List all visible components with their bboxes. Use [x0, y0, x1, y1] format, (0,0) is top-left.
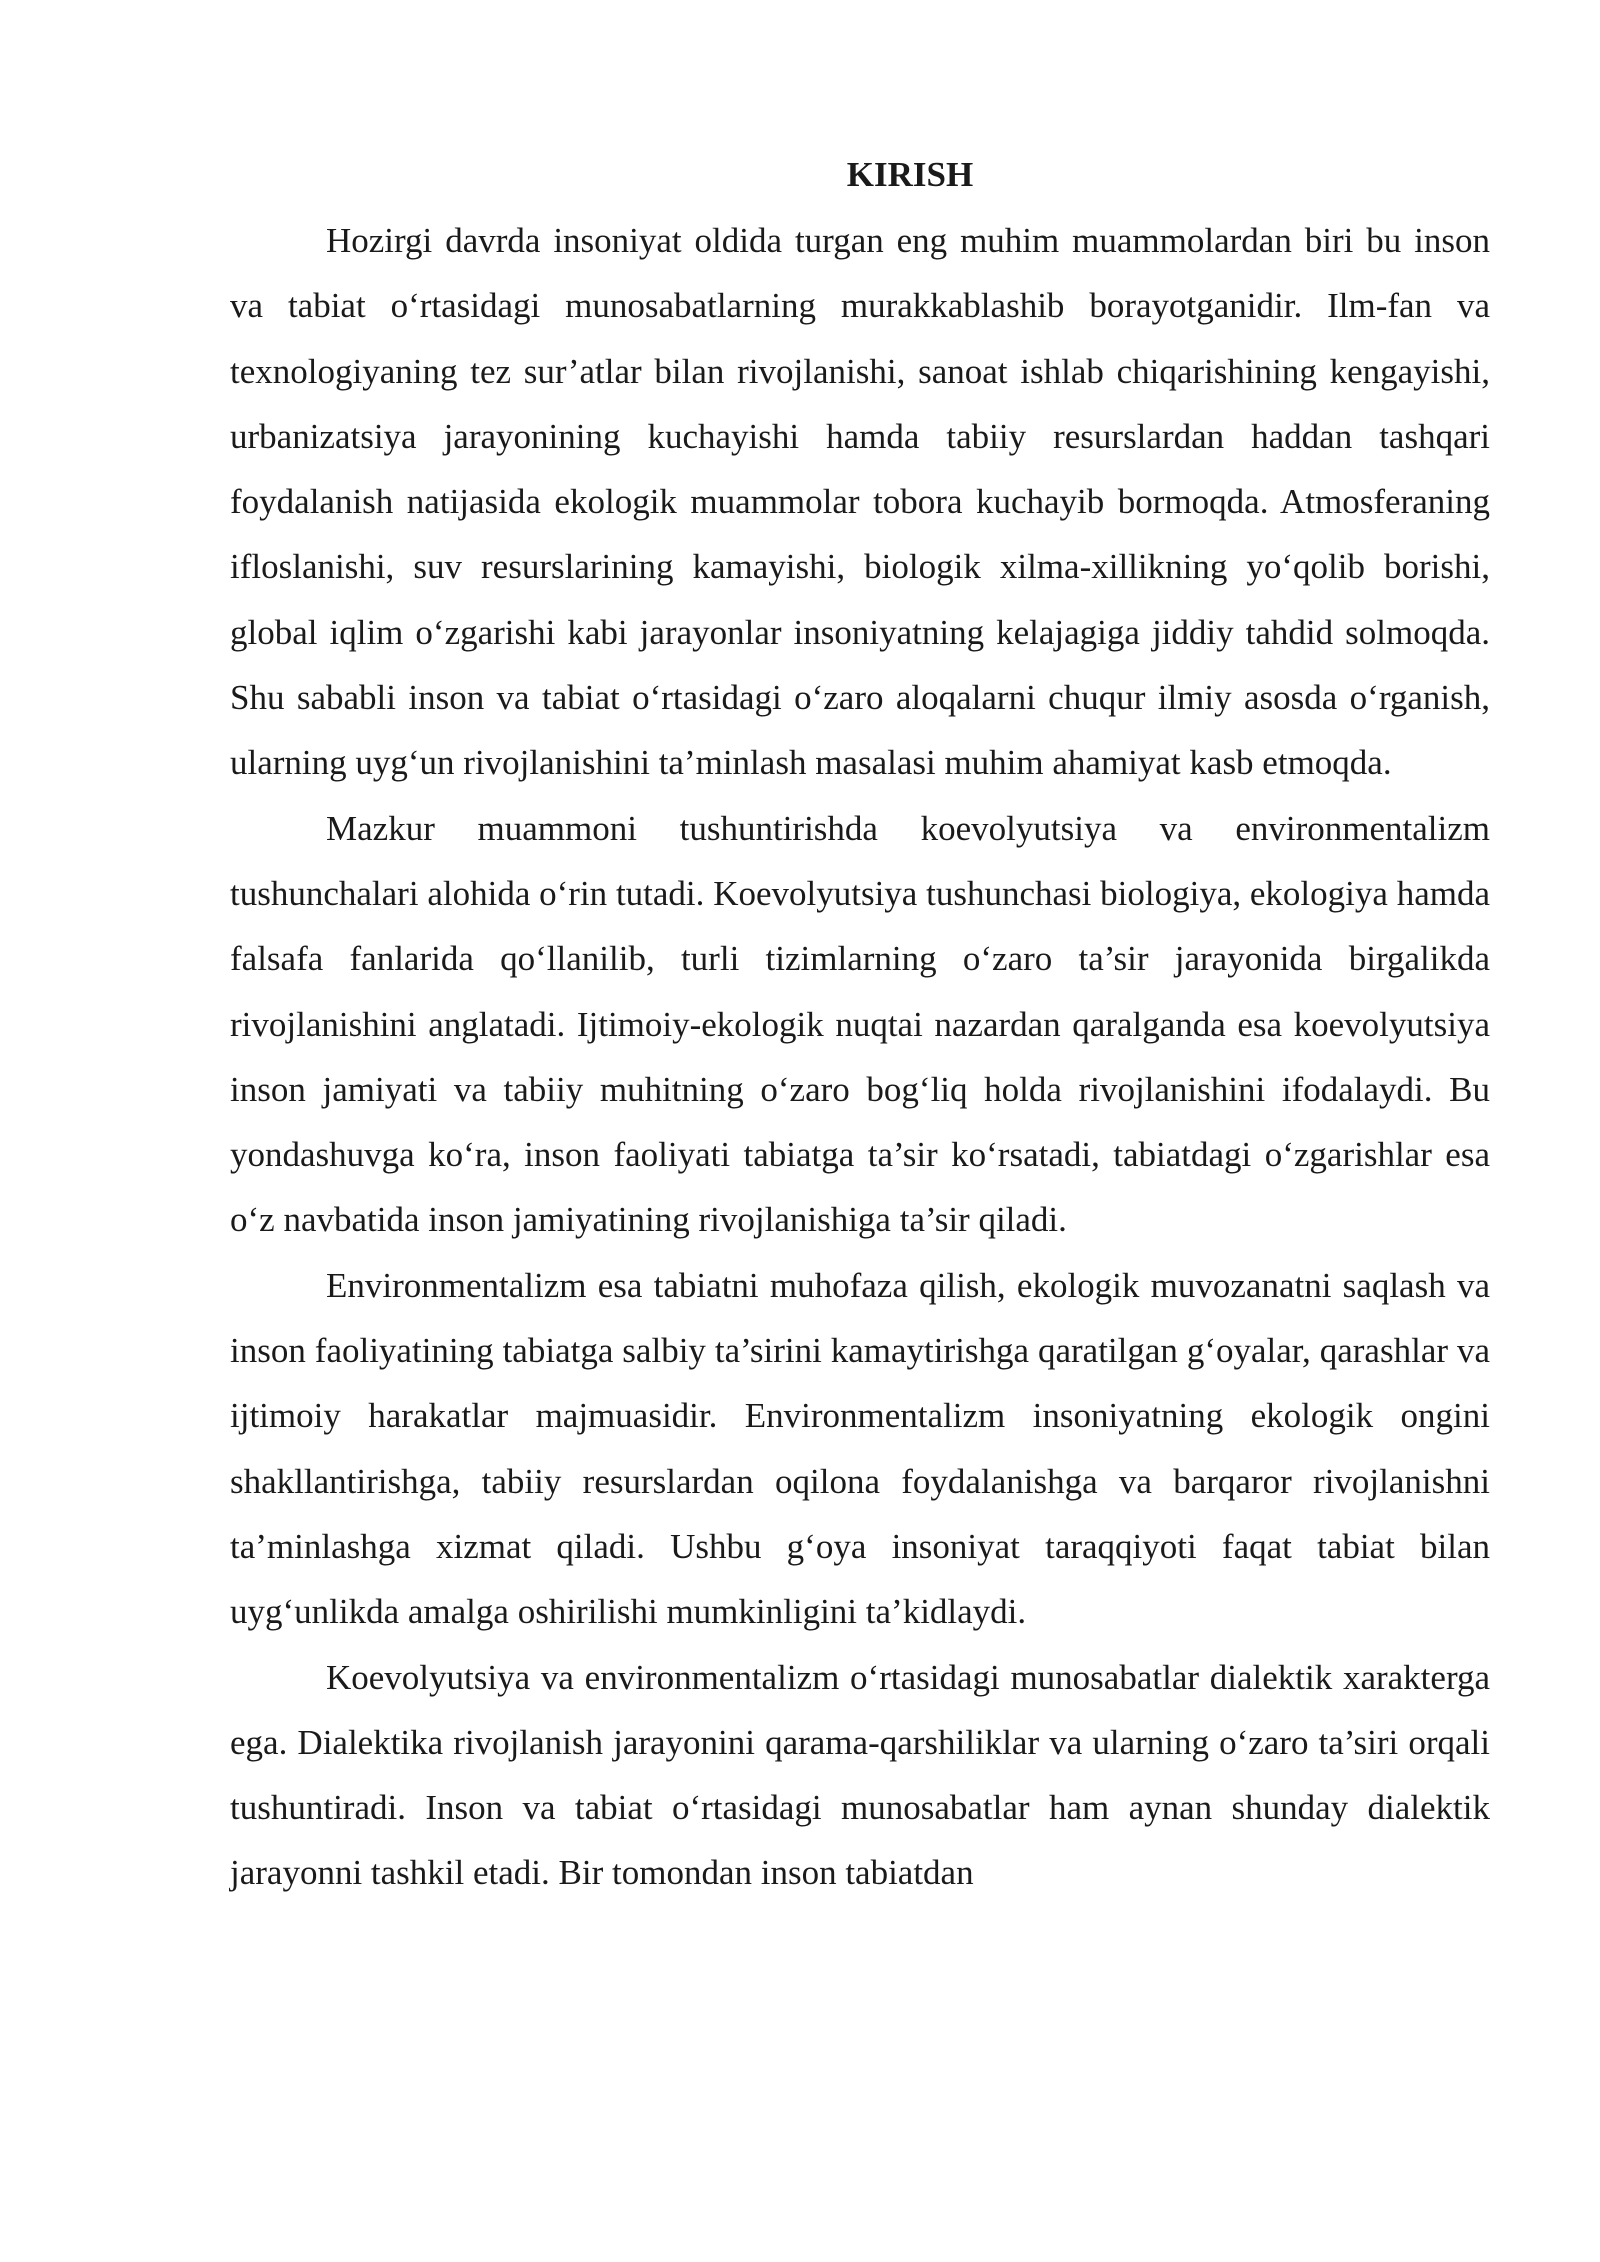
paragraph-1: Hozirgi davrda insoniyat oldida turgan eng muhim muammolardan biri bu inson va tabiat o‘rtasidagi munosabatlarning murakkablashib borayotganidir. Ilm-fan va texnologiyaning tez sur’atlar bilan rivojlanishi, sanoat ishlab chiqarishining kengayishi, urbanizatsiya jarayonining kuchayishi hamda tabiiy resurslardan haddan tashqari foydalanish natijasida ekologik muammolar tobora kuchayib bormoqda. Atmosferaning ifloslanishi, suv resurslarining kamayishi, biologik xilma-xillikning yo‘qolib borishi, global iqlim o‘zgarishi kabi jarayonlar insoniyatning kelajagiga jiddiy tahdid solmoqda. Shu sababli inson va tabiat o‘rtasidagi o‘zaro aloqalarni chuqur ilmiy asosda o‘rganish, ularning uyg‘un rivojlanishini ta’minlash masalasi muhim ahamiyat kasb etmoqda. [230, 221, 1490, 783]
paragraph-4: Koevolyutsiya va environmentalizm o‘rtasidagi munosabatlar dialektik xarakterga ega. Dialektika rivojlanish jarayonini qarama-qarshiliklar va ularning o‘zaro ta’siri orqali tushuntiradi. Inson va tabiat o‘rtasidagi munosabatlar ham aynan shunday dialektik jarayonni tashkil etadi. Bir tomondan inson tabiatdan [230, 1657, 1490, 1893]
paragraph-2: Mazkur muammoni tushuntirishda koevolyutsiya va environmentalizm tushunchalari alohida o‘rin tutadi. Koevolyutsiya tushunchasi biologiya, ekologiya hamda falsafa fanlarida qo‘llanilib, turli tizimlarning o‘zaro ta’sir jarayonida birgalikda rivojlanishini anglatadi. Ijtimoiy-ekologik nuqtai nazardan qaralganda esa koevolyutsiya inson jamiyati va tabiiy muhitning o‘zaro bog‘liq holda rivojlanishini ifodalaydi. Bu yondashuvga ko‘ra, inson faoliyati tabiatga ta’sir ko‘rsatadi, tabiatdagi o‘zgarishlar esa o‘z navbatida inson jamiyatining rivojlanishiga ta’sir qiladi. [230, 808, 1490, 1240]
page-title: KIRISH [846, 155, 974, 194]
paragraph-3: Environmentalizm esa tabiatni muhofaza qilish, ekologik muvozanatni saqlash va inson faoliyatining tabiatga salbiy ta’sirini kamaytirishga qaratilgan g‘oyalar, qarashlar va ijtimoiy harakatlar majmuasidir. Environmentalizm insoniyatning ekologik ongini shakllantirishga, tabiiy resurslardan oqilona foydalanishga va barqaror rivojlanishni ta’minlashga xizmat qiladi. Ushbu g‘oya insoniyat taraqqiyoti faqat tabiat bilan uyg‘unlikda amalga oshirilishi mumkinligini ta’kidlaydi. [230, 1265, 1490, 1632]
document-body [230, 150, 1490, 1906]
